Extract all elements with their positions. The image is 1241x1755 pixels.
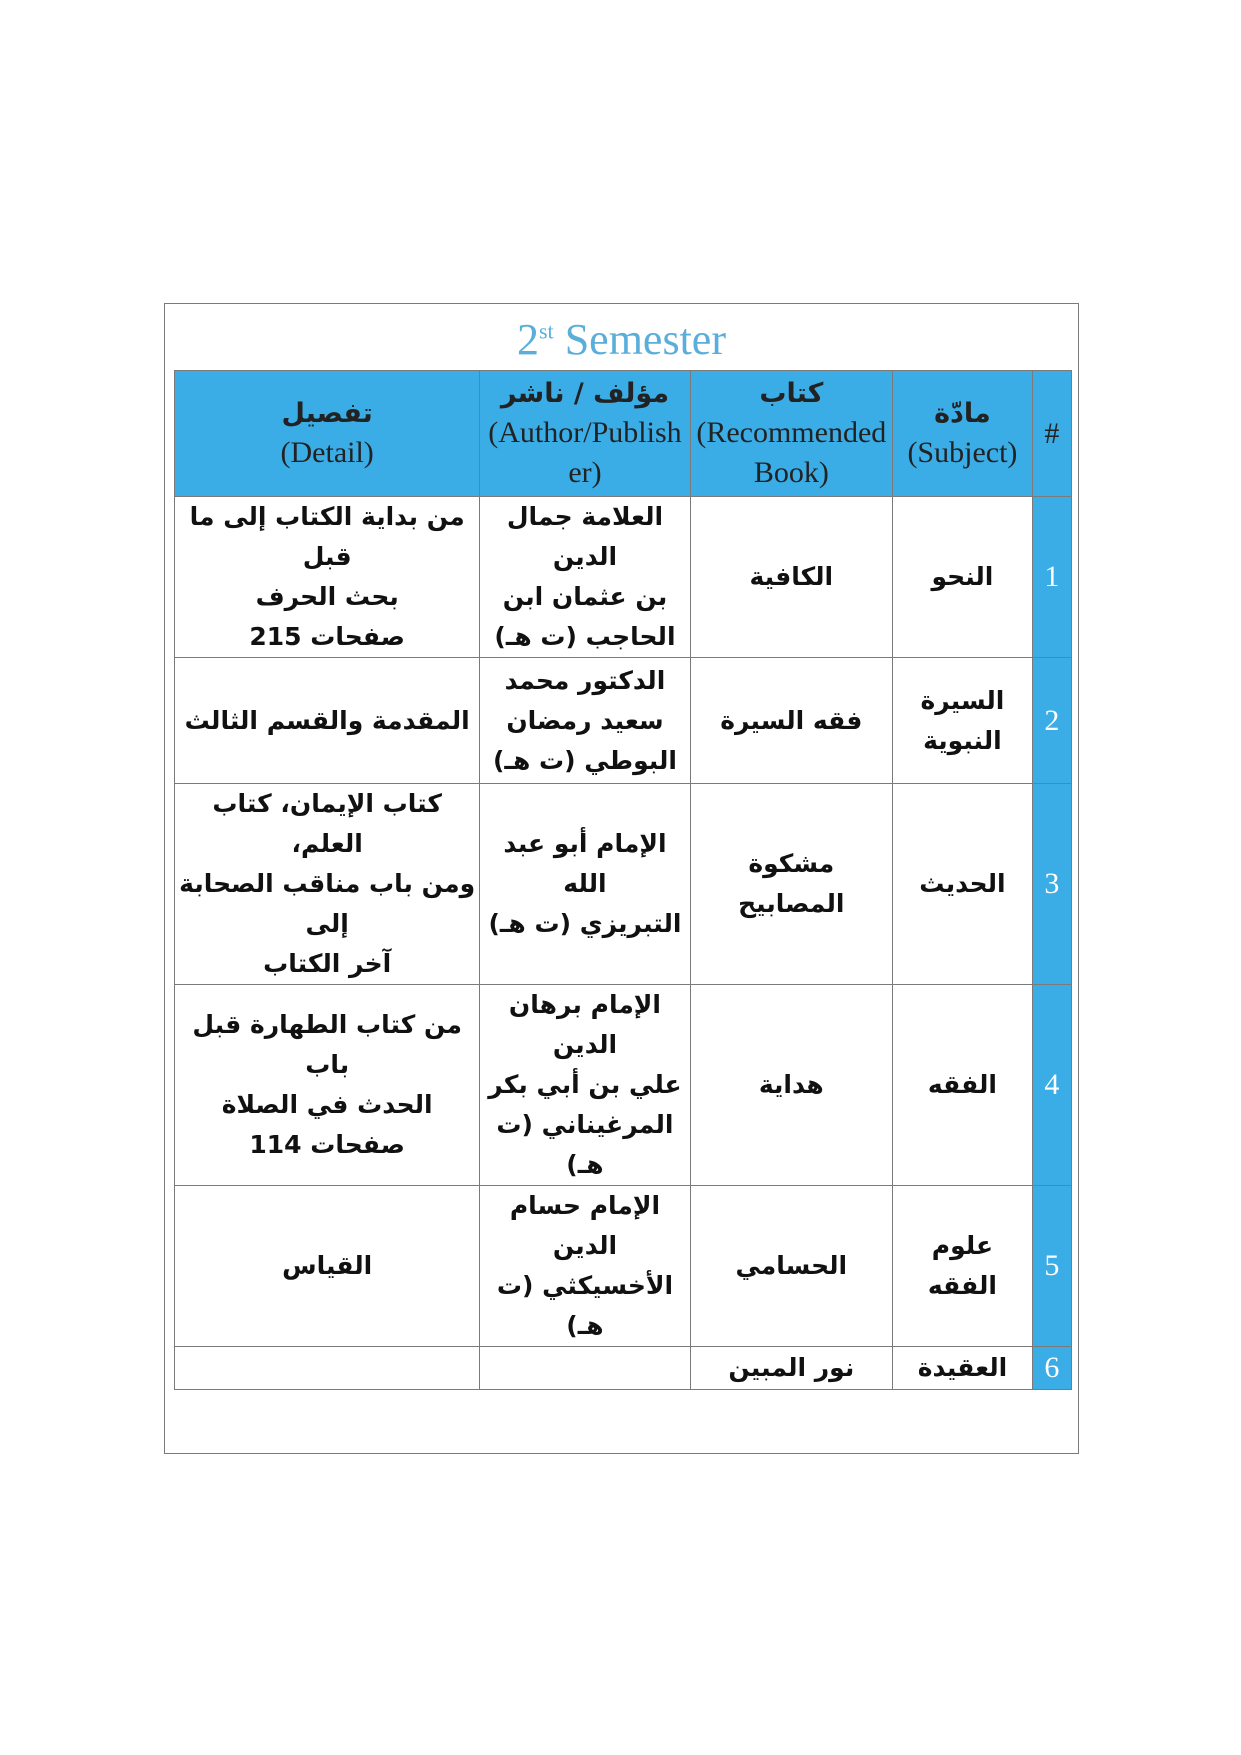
author-line: سعيد رمضان xyxy=(506,705,664,735)
table-row xyxy=(175,497,1072,658)
detail-line: كتاب الإيمان، كتاب العلم، xyxy=(212,789,442,858)
header-author xyxy=(480,371,690,497)
book-title: الكافية xyxy=(749,562,834,591)
header-subject-ar: مادّة xyxy=(934,397,991,429)
book-title: نور المبين xyxy=(728,1353,855,1382)
author-line: الأخسيكثي (ت هـ) xyxy=(496,1271,674,1340)
author-line: البوطي (ت هـ) xyxy=(492,745,677,775)
header-hash: # xyxy=(1032,371,1071,497)
header-detail-en: (Detail) xyxy=(280,435,374,469)
header-row xyxy=(175,371,1072,497)
author-cell xyxy=(480,985,690,1186)
book-title: مشكوة المصابيح xyxy=(738,849,845,918)
author-cell xyxy=(480,784,690,985)
subject-cell xyxy=(893,784,1033,985)
subject-cell xyxy=(893,1347,1033,1390)
title-word: Semester xyxy=(564,315,726,364)
author-cell xyxy=(480,1186,690,1347)
semester-title xyxy=(165,312,1078,368)
header-subject xyxy=(893,371,1033,497)
header-detail-ar: تفصيل xyxy=(281,397,373,429)
header-author-en: (Author/Publisher) xyxy=(488,415,682,489)
author-cell xyxy=(480,1347,690,1390)
detail-line: الحدث في الصلاة xyxy=(221,1090,433,1119)
detail-cell xyxy=(175,985,480,1186)
header-author-ar: مؤلف / ناشر xyxy=(500,377,670,409)
table-row xyxy=(175,1347,1072,1390)
author-cell xyxy=(480,658,690,784)
detail-line: صفحات 114 xyxy=(249,1130,405,1159)
detail-line: من بداية الكتاب إلى ما قبل xyxy=(189,502,465,571)
detail-cell xyxy=(175,1347,480,1390)
author-line: الدكتور محمد xyxy=(504,665,666,695)
subject-cell xyxy=(893,658,1033,784)
subject-line: السيرة xyxy=(920,685,1005,715)
author-line: الإمام حسام الدين xyxy=(509,1191,661,1260)
title-ordinal: st xyxy=(539,318,554,344)
table-row xyxy=(175,1186,1072,1347)
detail-line: آخر الكتاب xyxy=(263,949,392,978)
author-line: علي بن أبي بكر xyxy=(488,1070,682,1099)
book-title: هداية xyxy=(758,1070,824,1099)
subject-cell xyxy=(893,497,1033,658)
author-cell xyxy=(480,497,690,658)
row-number: 2 xyxy=(1032,658,1071,784)
author-line: التبريزي (ت هـ) xyxy=(488,909,682,938)
curriculum-table xyxy=(174,370,1072,1390)
author-line: العلامة جمال الدين xyxy=(506,502,664,571)
subject-line: الفقه xyxy=(927,1271,997,1300)
detail-line: ومن باب مناقب الصحابة إلى xyxy=(179,869,476,938)
subject-line: علوم xyxy=(931,1231,994,1260)
detail-cell xyxy=(175,784,480,985)
detail-line: القياس xyxy=(282,1251,373,1280)
table-row xyxy=(175,985,1072,1186)
author-line: الإمام برهان الدين xyxy=(508,990,661,1059)
detail-line: من كتاب الطهارة قبل باب xyxy=(192,1010,462,1079)
row-number: 4 xyxy=(1032,985,1071,1186)
subject-name: الفقه xyxy=(927,1070,997,1099)
book-cell xyxy=(690,1186,892,1347)
author-line: المرغيناني (ت هـ) xyxy=(496,1110,674,1179)
book-cell xyxy=(690,658,892,784)
detail-line: المقدمة والقسم الثالث xyxy=(184,705,470,735)
row-number: 3 xyxy=(1032,784,1071,985)
author-line: الحاجب (ت هـ) xyxy=(494,622,676,651)
detail-cell xyxy=(175,1186,480,1347)
subject-line: النبوية xyxy=(923,725,1002,755)
book-title: فقه السيرة xyxy=(720,705,863,735)
subject-name: العقيدة xyxy=(917,1353,1008,1382)
book-cell xyxy=(690,1347,892,1390)
detail-cell xyxy=(175,497,480,658)
detail-line: صفحات 215 xyxy=(249,622,405,651)
author-line: بن عثمان ابن xyxy=(502,582,668,611)
header-detail xyxy=(175,371,480,497)
table-row xyxy=(175,784,1072,985)
author-line: الإمام أبو عبد الله xyxy=(503,829,667,898)
book-title: الحسامي xyxy=(735,1251,848,1280)
title-number: 2 xyxy=(517,315,539,364)
subject-cell xyxy=(893,985,1033,1186)
row-number: 1 xyxy=(1032,497,1071,658)
book-cell xyxy=(690,985,892,1186)
table-row xyxy=(175,658,1072,784)
row-number: 5 xyxy=(1032,1186,1071,1347)
header-book-en: (Recommended Book) xyxy=(696,415,887,489)
semester-frame xyxy=(164,303,1079,1454)
book-cell xyxy=(690,497,892,658)
subject-cell xyxy=(893,1186,1033,1347)
header-book xyxy=(690,371,892,497)
header-book-ar: كتاب xyxy=(759,377,824,409)
detail-cell xyxy=(175,658,480,784)
subject-name: النحو xyxy=(931,562,994,591)
row-number: 6 xyxy=(1032,1347,1071,1390)
subject-name: الحديث xyxy=(919,869,1006,898)
book-cell xyxy=(690,784,892,985)
header-subject-en: (Subject) xyxy=(907,435,1018,469)
detail-line: بحث الحرف xyxy=(255,582,399,611)
